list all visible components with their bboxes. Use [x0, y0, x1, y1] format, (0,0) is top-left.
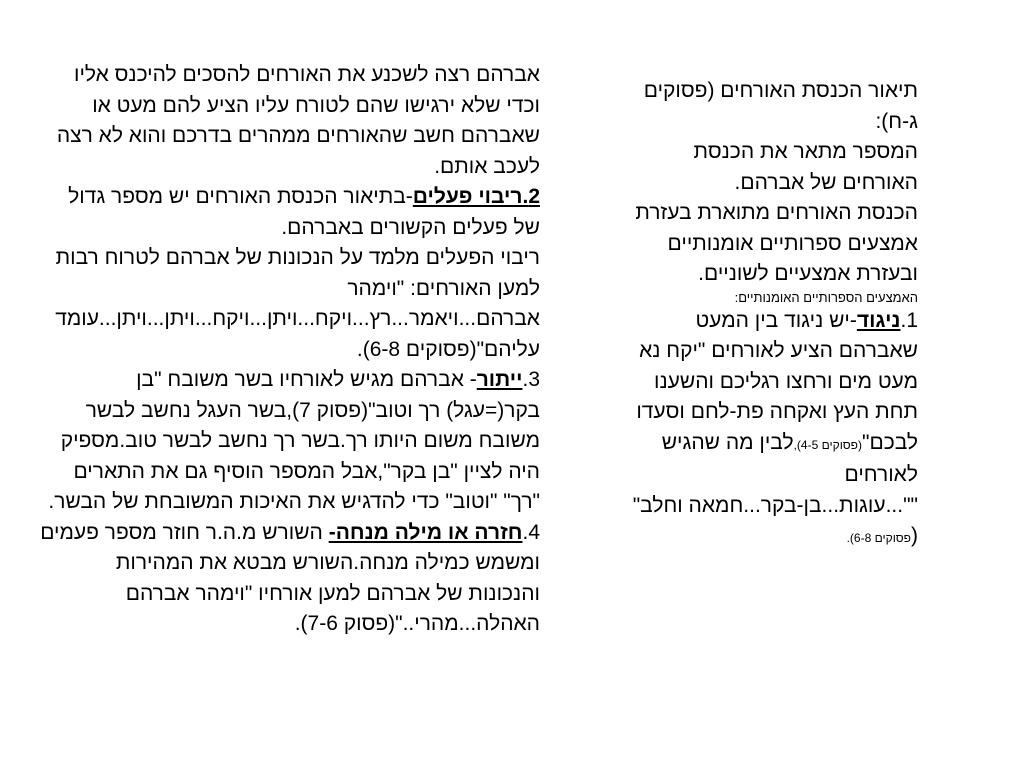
- left-column: [40, 60, 540, 640]
- section-heading: תיאור הכנסת האורחים (פסוקים ג-ח):: [643, 79, 918, 133]
- list-item-redundancy: [40, 365, 540, 518]
- paragraph-means: הכנסת האורחים מתוארת בעזרת אמצעים ספרותיים אומנותיים ובעזרת אמצעיים לשוניים.: [635, 201, 918, 285]
- paragraph-intro: המספר מתאר את הכנסת האורחים של אברהם.: [693, 140, 918, 194]
- item-term: חזרה או מילה מנחה-: [328, 520, 523, 544]
- verse-reference: (פסוקים 4-5),: [793, 437, 862, 452]
- item-text: -יש ניגוד בין המעט שאברהם הציע לאורחים "יקח נא מעט מים ורחצו רגליכם והשענו תחת העץ ואקחה פת-לחם וסעדו לבכם": [636, 308, 918, 454]
- means-label: האמצעים הספרותיים האומנותיים:: [734, 289, 918, 305]
- item-text: השורש מ.ה.ר חוזר מספר פעמים ומשמש כמילה מנחה.השורש מבטא את המהירות והנכונות של אברהם למען אורחיו "וימהר אברהם האהלה...מהרי.."(פסוק 7-6).: [40, 520, 540, 635]
- item-term: ייתור: [476, 368, 523, 391]
- item-text: -בתיאור הכנסת האורחים יש מספר גדול של פעלים הקשורים באברהם.: [68, 185, 540, 239]
- list-item-verbs: [40, 182, 540, 243]
- item-number: 4.: [522, 520, 540, 544]
- paragraph-reason: אברהם רצה לשכנע את האורחים להסכים להיכנס אליו וכדי שלא ירגישו שהם לטורח עליו הציע להם מעט או שאברהם חשב שהאורחים ממהרים בדרכם והוא לא רצה לעכב אותם.: [56, 63, 540, 178]
- item-text-continued: לבין מה שהגיש לאורחים ""...עוגות...בן-בקר...חמאה וחלב"(: [632, 430, 918, 547]
- right-column: [630, 76, 918, 554]
- item-term: ניגוד: [856, 308, 901, 332]
- item-number: 2.: [522, 185, 540, 208]
- item-number: 3.: [522, 368, 540, 391]
- paragraph-verbs-meaning: ריבוי הפעלים מלמד על הנכונות של אברהם לטרוח רבות למען האורחים: "וימהר אברהם...ויאמר...רץ...ויקח...ויתן...ויקח...ויתן...ויתן...עומד עליהם"(פסוקים 6-8).: [55, 246, 540, 361]
- item-number: 1.: [900, 308, 918, 332]
- verse-reference: פסוקים 6-8).: [846, 531, 911, 545]
- item-text: - אברהם מגיש לאורחיו בשר משובח "בן בקר(=עגל) רך וטוב"(פסוק 7),בשר העגל נחשב לבשר משובח משום היותו רך.בשר רך נחשב לבשר טוב.מספיק היה לציין "בן בקר",אבל המספר הוסיף גם את התארים "רך" "וטוב" כדי להדגיש את האיכות המשובחת של הבשר.: [48, 368, 540, 513]
- list-item-leitwort: [40, 518, 540, 640]
- item-term: ריבוי פעלים: [412, 185, 523, 208]
- list-item-contrast: [630, 306, 918, 554]
